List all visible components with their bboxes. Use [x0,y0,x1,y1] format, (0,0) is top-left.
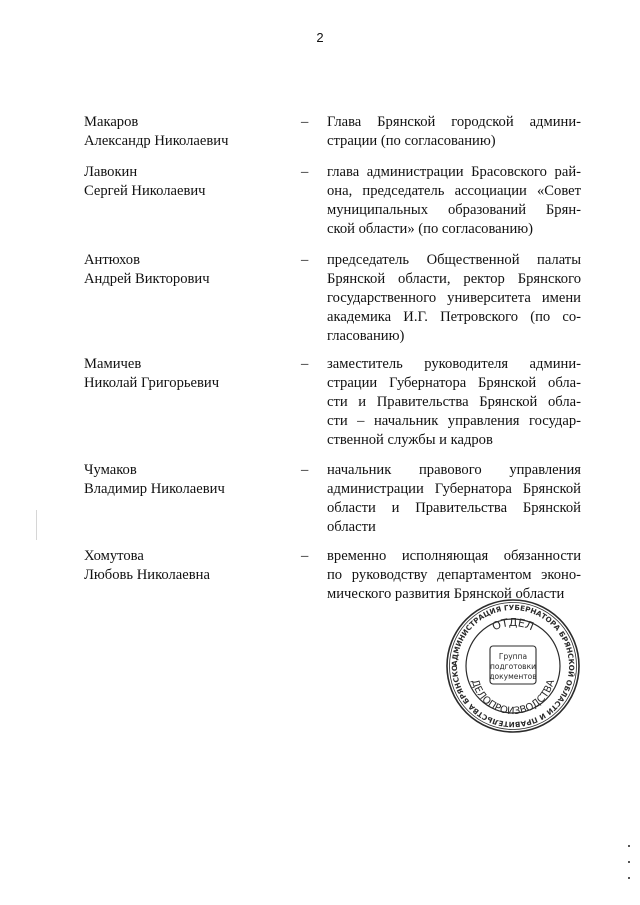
role-line: области [327,519,376,535]
role-line: Брянской области, ректор Брянского [327,271,581,287]
member-role [327,251,581,346]
role-line: государственного университета имени [327,290,581,306]
dash-separator: – [301,356,309,372]
member-name [84,461,284,499]
member-name [84,251,284,289]
member-surname: Антюхов [84,252,140,268]
role-line: председатель Общественной палаты [327,252,581,268]
role-line: мического развития Брянской области [327,586,565,602]
role-line: страции Губернатора Брянской обла- [327,375,581,391]
seal-center-line: документов [489,672,537,681]
member-given-name: Андрей Викторович [84,271,210,287]
seal-center-line: Группа [498,652,528,661]
role-line: муниципальных образований Брян- [327,202,581,218]
dash-separator: – [301,114,309,130]
role-line: страции (по согласованию) [327,133,496,149]
role-line: ской области» (по согласованию) [327,221,534,237]
seal-center-line: подготовки [490,662,536,671]
member-role [327,547,581,604]
scan-margin-mark [36,510,37,540]
member-given-name: Николай Григорьевич [84,375,220,391]
role-line: сти – начальник управления государ- [327,413,581,429]
role-line: временно исполняющая обязанности [327,548,581,564]
scan-corner-mark [628,845,630,885]
role-line: сти и Правительства Брянской обла- [327,394,581,410]
office-seal [445,598,581,734]
member-name [84,163,284,201]
member-role [327,163,581,239]
page-number: 2 [316,30,324,45]
seal-top-text: ОТДЕЛ [490,615,536,634]
role-line: заместитель руководителя админи- [327,356,581,372]
role-line: администрации Губернатора Брянской [327,481,581,497]
member-given-name: Александр Николаевич [84,133,229,149]
role-line: области и Правительства Брянской [327,500,581,516]
member-given-name: Любовь Николаевна [84,567,210,583]
member-role [327,355,581,450]
member-name [84,113,284,151]
role-line: Глава Брянской городской админи- [327,114,581,130]
seal-outer-text: АДМИНИСТРАЦИЯ ГУБЕРНАТОРА БРЯНСКОЙ ОБЛАСТИ И ПРАВИТЕЛЬСТВА БРЯНСКО [449,602,577,730]
member-surname: Лавокин [84,164,138,180]
role-line: ственной службы и кадров [327,432,493,448]
member-name [84,355,284,393]
role-line: по руководству департаментом эконо- [327,567,581,583]
member-surname: Мамичев [84,356,142,372]
role-line: начальник правового управления [327,462,581,478]
role-line: она, председатель ассоциации «Совет [327,183,581,199]
member-given-name: Владимир Николаевич [84,481,225,497]
role-line: академика И.Г. Петровского (по со- [327,309,581,325]
seal-bottom-text: ДЕЛОПРОИЗВОДСТВА [468,678,558,718]
role-line: гласованию) [327,328,405,344]
member-name [84,547,284,585]
dash-separator: – [301,252,309,268]
dash-separator: – [301,548,309,564]
dash-separator: – [301,164,309,180]
dash-separator: – [301,462,309,478]
member-given-name: Сергей Николаевич [84,183,206,199]
role-line: глава администрации Брасовского рай- [327,164,581,180]
seal-graphic [445,598,581,734]
member-surname: Макаров [84,114,139,130]
member-surname: Чумаков [84,462,137,478]
member-role [327,113,581,151]
member-role [327,461,581,537]
member-surname: Хомутова [84,548,144,564]
